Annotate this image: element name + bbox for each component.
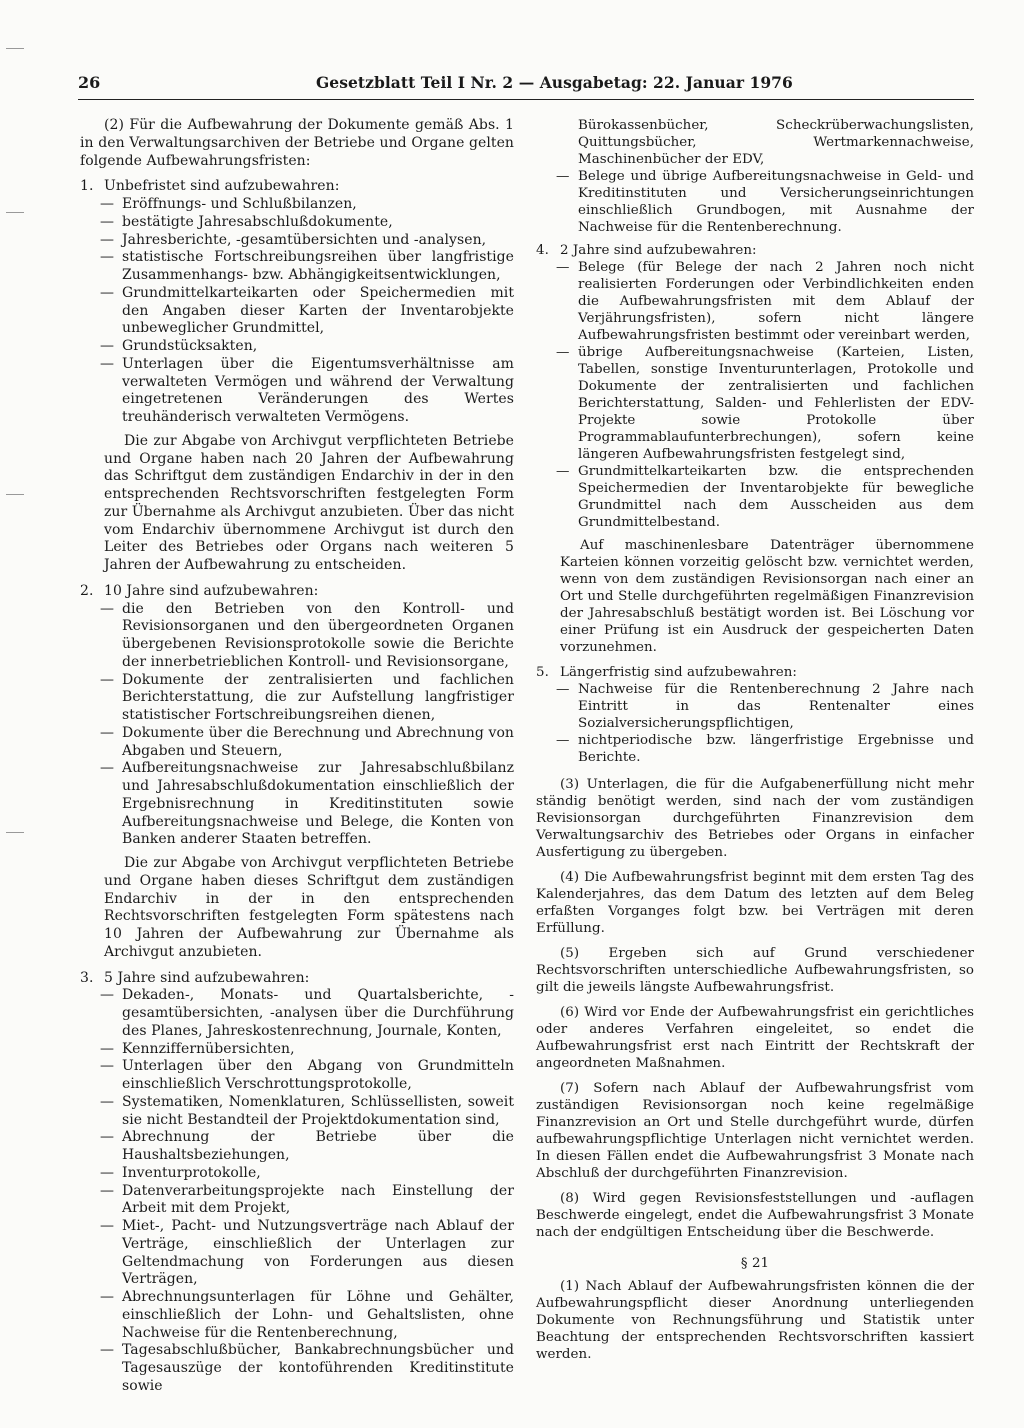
paragraph-21-1: (1) Nach Ablauf der Aufbewahrungsfristen können die der Aufbewahrungspflicht dieser Anordnung unterliegenden Dokumente von Rechnungsführung und Statistik unter Beachtung der entsprechenden Rechtsvorschriften kassiert werden.	[536, 1279, 974, 1362]
list-item: — Grundmittelkarteikarten oder Speichermedien mit den Angaben dieser Karten der Inventarobjekte unbeweglicher Grundmittel,	[80, 285, 514, 338]
scan-mark	[6, 48, 24, 49]
list-item: — Dekaden-, Monats- und Quartalsberichte, -gesamtübersichten, -analysen über die Durchführung des Planes, Jahreskostenrechnung, Journale, Konten,	[80, 987, 514, 1040]
list-item: — Dokumente über die Berechnung und Abrechnung von Abgaben und Steuern,	[80, 725, 514, 761]
scan-mark	[6, 832, 24, 833]
list-item: — Grundmittelkarteikarten bzw. die entsprechenden Speichermedien der Inventarobjekte für bewegliche Grundmittel nach dem Ausscheiden aus dem Grundmittelbestand.	[536, 463, 974, 531]
right-column	[536, 117, 974, 1371]
section-heading	[536, 664, 974, 681]
dash-list	[536, 681, 974, 766]
scan-mark	[6, 212, 24, 213]
section-heading-text: 10 Jahre sind aufzubewahren:	[104, 582, 319, 599]
list-item: — Eröffnungs- und Schlußbilanzen,	[80, 196, 514, 214]
paragraph-4: (4) Die Aufbewahrungsfrist beginnt mit dem ersten Tag des Kalenderjahres, das dem Datum des letzten auf dem Beleg erfaßten Vorganges folgt bzw. bei Verträgen mit deren Erfüllung.	[536, 870, 974, 936]
list-item: — Unterlagen über den Abgang von Grundmitteln einschließlich Verschrottungsprotokolle,	[80, 1058, 514, 1094]
list-item: — Belege (für Belege der nach 2 Jahren noch nicht realisierten Forderungen oder Verbindlichkeiten enden die Aufbewahrungsfristen mit dem Ablauf der Verjährungsfristen), sofern nicht längere Aufbewahrungsfristen bestimmt oder vereinbart werden,	[536, 259, 974, 344]
section-note: Auf maschinenlesbare Datenträger übernommene Karteien können vorzeitig gelöscht bzw. vernichtet werden, wenn von dem zuständigen Revisionsorgan nach einer an Ort und Stelle durchgeführten regelmäßigen Finanzrevision der Jahresabschluß bestätigt worden ist. Bei Löschung vor einer Prüfung ist ein Ausdruck der gespeicherten Daten vorzunehmen.	[560, 538, 974, 655]
list-item: — bestätigte Jahresabschlußdokumente,	[80, 214, 514, 232]
paragraph-6: (6) Wird vor Ende der Aufbewahrungsfrist ein gerichtliches oder anderes Verfahren eingeleitet, so endet die Aufbewahrungsfrist erst nach Eintritt der Rechtskraft der angeordneten Maßnahmen.	[536, 1005, 974, 1071]
header-rule	[78, 99, 974, 100]
dash-list	[536, 168, 974, 236]
list-item: — Nachweise für die Rentenberechnung 2 Jahre nach Eintritt in das Rentenalter eines Sozialversicherungspflichtigen,	[536, 681, 974, 732]
list-item: — statistische Fortschreibungsreihen über langfristige Zusammenhangs- bzw. Abhängigkeitsentwicklungen,	[80, 249, 514, 285]
section-heading	[536, 242, 974, 259]
section-number: 1.	[80, 178, 94, 195]
section-heading	[80, 970, 514, 988]
section-laengerfristig	[536, 664, 974, 766]
section-2-jahre	[536, 242, 974, 656]
list-item: — Kennziffernübersichten,	[80, 1041, 514, 1059]
list-continuation: Bürokassenbücher, Scheckrüberwachungslisten, Quittungsbücher, Wertmarkennachweise, Maschinenbücher der EDV,	[578, 118, 974, 167]
section-heading-text: Unbefristet sind aufzubewahren:	[104, 178, 340, 195]
list-item: — Grundstücksakten,	[80, 338, 514, 356]
section-heading	[80, 178, 514, 196]
list-item: — die den Betrieben von den Kontroll- und Revisionsorganen und den übergeordneten Organen übergebenen Revisionsprotokolle sowie die Berichte der innerbetrieblichen Kontroll- und Revisionsorgane,	[80, 601, 514, 672]
dash-list	[80, 601, 514, 850]
list-item: — Datenverarbeitungsprojekte nach Einstellung der Arbeit mit dem Projekt,	[80, 1183, 514, 1219]
section-number: 5.	[536, 665, 549, 680]
list-item: — Inventurprotokolle,	[80, 1165, 514, 1183]
section-unbefristet	[80, 178, 514, 575]
section-21-heading: § 21	[740, 1256, 770, 1271]
section-heading	[80, 583, 514, 601]
paragraph-3: (3) Unterlagen, die für die Aufgabenerfüllung nicht mehr ständig benötigt werden, sind nach der vom zuständigen Revisionsorgan durchgeführten Finanzrevision dem Verwaltungsarchiv des Betriebes oder Organs in einfacher Ausfertigung zu übergeben.	[536, 777, 974, 860]
left-column	[80, 117, 514, 1396]
dash-list	[80, 196, 514, 427]
list-item: — Tagesabschlußbücher, Bankabrechnungsbücher und Tagesauszüge der kontoführenden Kreditinstitute sowie	[80, 1342, 514, 1395]
list-item: — Unterlagen über die Eigentumsverhältnisse am verwalteten Vermögen und während der Verwaltung eingetretenen Veränderungen des Wertes treuhänderisch verwalteten Vermögens.	[80, 356, 514, 427]
intro-paragraph: (2) Für die Aufbewahrung der Dokumente gemäß Abs. 1 in den Verwaltungsarchiven der Betriebe und Organe gelten folgende Aufbewahrungsfristen:	[80, 117, 514, 169]
section-heading-text: Längerfristig sind aufzubewahren:	[560, 665, 797, 680]
list-item: — Abrechnungsunterlagen für Löhne und Gehälter, einschließlich der Lohn- und Gehaltslisten, ohne Nachweise für die Rentenberechnung,	[80, 1289, 514, 1342]
section-note: Die zur Abgabe von Archivgut verpflichteten Betriebe und Organe haben nach 20 Jahren der Aufbewahrung das Schriftgut dem zuständigen Endarchiv in der in den entsprechenden Rechtsvorschriften festgelegten Form zur Übernahme als Archivgut anzubieten. Über das nicht vom Endarchiv übernommene Archivgut ist durch den Leiter des Betriebes oder Organs nach weiteren 5 Jahren der Aufbewahrung zu entscheiden.	[104, 432, 514, 573]
list-item: — Aufbereitungsnachweise zur Jahresabschlußbilanz und Jahresabschlußdokumentation einschließlich der Ergebnisrechnung in Kreditinstituten sowie Aufbereitungsnachweise und Belege, die Konten von Banken anderer Staaten betreffen.	[80, 760, 514, 849]
section-number: 2.	[80, 582, 94, 599]
scan-mark	[6, 494, 24, 495]
list-item: — Abrechnung der Betriebe über die Haushaltsbeziehungen,	[80, 1129, 514, 1165]
section-10-jahre	[80, 583, 514, 962]
paragraph-8: (8) Wird gegen Revisionsfeststellungen und -auflagen Beschwerde eingelegt, endet die Aufbewahrungsfrist 3 Monate nach der endgültigen Entscheidung über die Beschwerde.	[536, 1191, 974, 1240]
section-number: 3.	[80, 969, 94, 986]
list-item: — übrige Aufbereitungsnachweise (Karteien, Listen, Tabellen, sonstige Inventurunterlagen, Protokolle und Dokumente der zentralisierten und fachlichen Berichterstattung, Salden- und Fehlerlisten der EDV-Projekte sowie Protokolle über Programmablaufunterbrechungen), sofern keine längeren Aufbewahrungsfristen festgelegt sind,	[536, 344, 974, 463]
list-item: — Miet-, Pacht- und Nutzungsverträge nach Ablauf der Verträge, einschließlich der Unterlagen zur Geltendmachung von Forderungen aus diesen Verträgen,	[80, 1218, 514, 1289]
section-heading-text: 2 Jahre sind aufzubewahren:	[560, 243, 757, 258]
dash-list	[80, 987, 514, 1395]
page-number: 26	[78, 73, 101, 92]
running-header	[78, 74, 974, 96]
section-heading-text: 5 Jahre sind aufzubewahren:	[104, 969, 310, 986]
section-note: Die zur Abgabe von Archivgut verpflichteten Betriebe und Organe haben dieses Schriftgut dem zuständigen Endarchiv in der in den entsprechenden Rechtsvorschriften festgelegten Form spätestens nach 10 Jahren der Aufbewahrung zur Übernahme als Archivgut anzubieten.	[104, 855, 514, 960]
section-5-jahre	[80, 970, 514, 1396]
gazette-title: Gesetzblatt Teil I Nr. 2 — Ausgabetag: 22. Januar 1976	[316, 73, 793, 92]
list-item: — Jahresberichte, -gesamtübersichten und -analysen,	[80, 232, 514, 250]
paragraph-5: (5) Ergeben sich auf Grund verschiedener Rechtsvorschriften unterschiedliche Aufbewahrungsfristen, so gilt die jeweils längste Aufbewahrungsfrist.	[536, 946, 974, 995]
dash-list	[536, 259, 974, 531]
list-item: — nichtperiodische bzw. längerfristige Ergebnisse und Berichte.	[536, 732, 974, 766]
section-number: 4.	[536, 243, 549, 258]
list-item: — Dokumente der zentralisierten und fachlichen Berichterstattung, die zur Aufstellung langfristiger statistischer Fortschreibungsreihen dienen,	[80, 672, 514, 725]
list-item: — Belege und übrige Aufbereitungsnachweise in Geld- und Kreditinstituten und Versicherungseinrichtungen einschließlich Grundbogen, mit Ausnahme der Nachweise für die Rentenberechnung.	[536, 168, 974, 236]
paragraph-7: (7) Sofern nach Ablauf der Aufbewahrungsfrist vom zuständigen Revisionsorgan noch keine regelmäßige Finanzrevision an Ort und Stelle durchgeführt wurde, dürfen aufbewahrungspflichtige Unterlagen nicht vernichtet werden. In diesen Fällen endet die Aufbewahrungsfrist 3 Monate nach Abschluß der durchgeführten Finanzrevision.	[536, 1081, 974, 1181]
list-item: — Systematiken, Nomenklaturen, Schlüssellisten, soweit sie nicht Bestandteil der Projektdokumentation sind,	[80, 1094, 514, 1130]
